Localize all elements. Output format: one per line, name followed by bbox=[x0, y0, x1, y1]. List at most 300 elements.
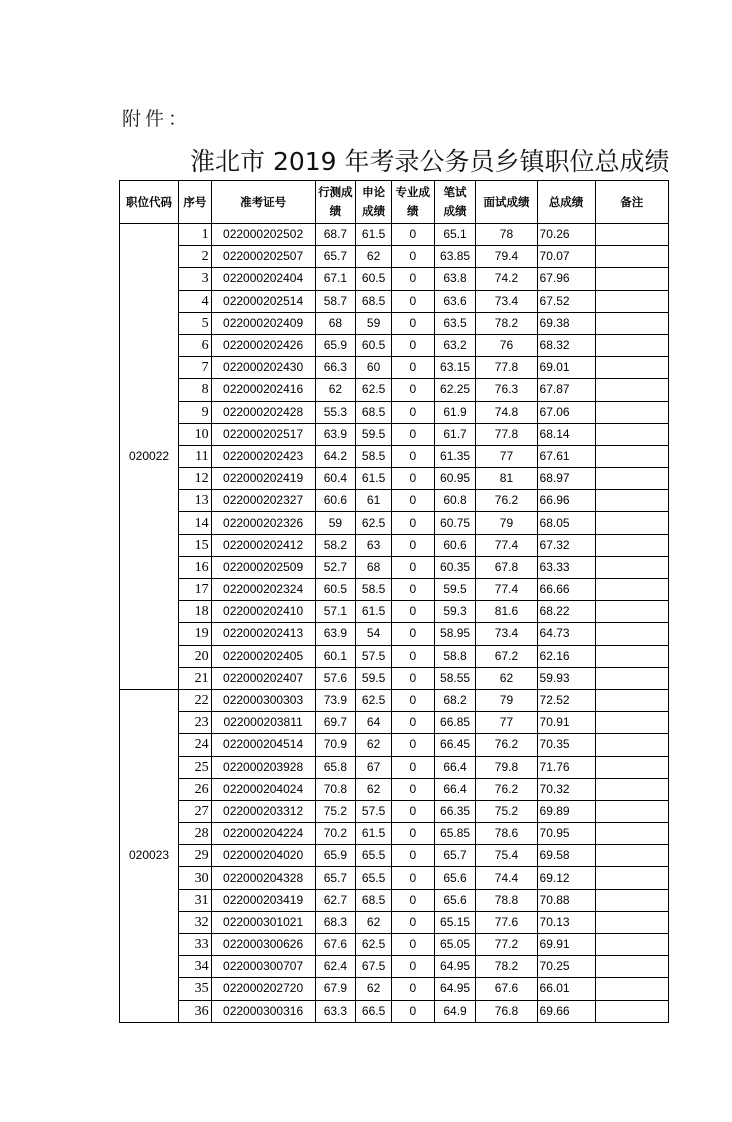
bishi-cell: 63.15 bbox=[434, 357, 476, 379]
position-code-cell: 020023 bbox=[120, 689, 179, 1022]
zhuanye-cell: 0 bbox=[391, 734, 434, 756]
xingce-cell: 67.1 bbox=[315, 268, 356, 290]
bishi-cell: 58.95 bbox=[434, 623, 476, 645]
table-row bbox=[120, 312, 669, 334]
bishi-cell: 63.85 bbox=[434, 246, 476, 268]
interview-cell: 77.4 bbox=[476, 534, 537, 556]
seq-cell: 11 bbox=[179, 445, 212, 467]
total-cell: 70.91 bbox=[537, 712, 595, 734]
ticket-cell: 022000204024 bbox=[211, 778, 315, 800]
shenlun-cell: 68.5 bbox=[356, 290, 392, 312]
bishi-cell: 66.85 bbox=[434, 712, 476, 734]
zhuanye-cell: 0 bbox=[391, 778, 434, 800]
header-bishi-line1: 笔试 bbox=[443, 185, 467, 199]
xingce-cell: 65.9 bbox=[315, 334, 356, 356]
remark-cell bbox=[595, 845, 668, 867]
remark-cell bbox=[595, 357, 668, 379]
table-row bbox=[120, 623, 669, 645]
remark-cell bbox=[595, 645, 668, 667]
table-row bbox=[120, 534, 669, 556]
shenlun-cell: 67.5 bbox=[356, 956, 392, 978]
xingce-cell: 63.9 bbox=[315, 623, 356, 645]
table-row bbox=[120, 379, 669, 401]
interview-cell: 77.4 bbox=[476, 579, 537, 601]
total-cell: 71.76 bbox=[537, 756, 595, 778]
xingce-cell: 68 bbox=[315, 312, 356, 334]
total-cell: 70.32 bbox=[537, 778, 595, 800]
zhuanye-cell: 0 bbox=[391, 556, 434, 578]
header-xingce-line1: 行测成 bbox=[318, 185, 353, 199]
ticket-cell: 022000202423 bbox=[211, 445, 315, 467]
zhuanye-cell: 0 bbox=[391, 1000, 434, 1022]
seq-cell: 3 bbox=[179, 268, 212, 290]
shenlun-cell: 62.5 bbox=[356, 689, 392, 711]
remark-cell bbox=[595, 512, 668, 534]
shenlun-cell: 62 bbox=[356, 246, 392, 268]
interview-cell: 73.4 bbox=[476, 623, 537, 645]
zhuanye-cell: 0 bbox=[391, 978, 434, 1000]
table-row bbox=[120, 978, 669, 1000]
seq-cell: 19 bbox=[179, 623, 212, 645]
shenlun-cell: 62 bbox=[356, 978, 392, 1000]
ticket-cell: 022000202326 bbox=[211, 512, 315, 534]
remark-cell bbox=[595, 689, 668, 711]
xingce-cell: 62 bbox=[315, 379, 356, 401]
interview-cell: 77.6 bbox=[476, 911, 537, 933]
total-cell: 64.73 bbox=[537, 623, 595, 645]
seq-cell: 13 bbox=[179, 490, 212, 512]
table-row bbox=[120, 290, 669, 312]
seq-cell: 22 bbox=[179, 689, 212, 711]
bishi-cell: 62.25 bbox=[434, 379, 476, 401]
shenlun-cell: 59.5 bbox=[356, 667, 392, 689]
remark-cell bbox=[595, 445, 668, 467]
remark-cell bbox=[595, 468, 668, 490]
xingce-cell: 70.2 bbox=[315, 823, 356, 845]
header-xingce bbox=[315, 181, 356, 224]
interview-cell: 76.2 bbox=[476, 490, 537, 512]
shenlun-cell: 65.5 bbox=[356, 845, 392, 867]
table-row bbox=[120, 734, 669, 756]
zhuanye-cell: 0 bbox=[391, 667, 434, 689]
shenlun-cell: 62.5 bbox=[356, 512, 392, 534]
bishi-cell: 60.35 bbox=[434, 556, 476, 578]
total-cell: 69.12 bbox=[537, 867, 595, 889]
shenlun-cell: 62 bbox=[356, 911, 392, 933]
total-cell: 72.52 bbox=[537, 689, 595, 711]
total-cell: 67.61 bbox=[537, 445, 595, 467]
ticket-cell: 022000202324 bbox=[211, 579, 315, 601]
bishi-cell: 61.9 bbox=[434, 401, 476, 423]
bishi-cell: 61.7 bbox=[434, 423, 476, 445]
zhuanye-cell: 0 bbox=[391, 712, 434, 734]
interview-cell: 74.4 bbox=[476, 867, 537, 889]
total-cell: 69.38 bbox=[537, 312, 595, 334]
bishi-cell: 59.5 bbox=[434, 579, 476, 601]
ticket-cell: 022000300626 bbox=[211, 934, 315, 956]
xingce-cell: 55.3 bbox=[315, 401, 356, 423]
ticket-cell: 022000202507 bbox=[211, 246, 315, 268]
interview-cell: 78.8 bbox=[476, 889, 537, 911]
seq-cell: 29 bbox=[179, 845, 212, 867]
interview-cell: 78.2 bbox=[476, 312, 537, 334]
remark-cell bbox=[595, 712, 668, 734]
ticket-cell: 022000202428 bbox=[211, 401, 315, 423]
shenlun-cell: 63 bbox=[356, 534, 392, 556]
total-cell: 70.07 bbox=[537, 246, 595, 268]
remark-cell bbox=[595, 778, 668, 800]
table-row bbox=[120, 490, 669, 512]
shenlun-cell: 57.5 bbox=[356, 645, 392, 667]
header-bishi-line2: 成绩 bbox=[443, 204, 467, 218]
seq-cell: 34 bbox=[179, 956, 212, 978]
remark-cell bbox=[595, 978, 668, 1000]
zhuanye-cell: 0 bbox=[391, 756, 434, 778]
total-cell: 69.91 bbox=[537, 934, 595, 956]
seq-cell: 12 bbox=[179, 468, 212, 490]
seq-cell: 32 bbox=[179, 911, 212, 933]
zhuanye-cell: 0 bbox=[391, 579, 434, 601]
shenlun-cell: 64 bbox=[356, 712, 392, 734]
xingce-cell: 59 bbox=[315, 512, 356, 534]
table-row bbox=[120, 401, 669, 423]
ticket-cell: 022000204514 bbox=[211, 734, 315, 756]
seq-cell: 18 bbox=[179, 601, 212, 623]
interview-cell: 78 bbox=[476, 224, 537, 246]
remark-cell bbox=[595, 934, 668, 956]
total-cell: 70.95 bbox=[537, 823, 595, 845]
table-row bbox=[120, 778, 669, 800]
zhuanye-cell: 0 bbox=[391, 889, 434, 911]
bishi-cell: 63.2 bbox=[434, 334, 476, 356]
xingce-cell: 57.6 bbox=[315, 667, 356, 689]
bishi-cell: 64.95 bbox=[434, 956, 476, 978]
seq-cell: 15 bbox=[179, 534, 212, 556]
bishi-cell: 60.6 bbox=[434, 534, 476, 556]
table-row bbox=[120, 468, 669, 490]
remark-cell bbox=[595, 756, 668, 778]
interview-cell: 77 bbox=[476, 445, 537, 467]
table-row bbox=[120, 889, 669, 911]
zhuanye-cell: 0 bbox=[391, 867, 434, 889]
shenlun-cell: 60.5 bbox=[356, 268, 392, 290]
bishi-cell: 63.5 bbox=[434, 312, 476, 334]
bishi-cell: 58.8 bbox=[434, 645, 476, 667]
total-cell: 66.66 bbox=[537, 579, 595, 601]
xingce-cell: 70.9 bbox=[315, 734, 356, 756]
xingce-cell: 63.3 bbox=[315, 1000, 356, 1022]
total-cell: 67.87 bbox=[537, 379, 595, 401]
interview-cell: 67.8 bbox=[476, 556, 537, 578]
seq-cell: 31 bbox=[179, 889, 212, 911]
interview-cell: 75.2 bbox=[476, 800, 537, 822]
xingce-cell: 60.6 bbox=[315, 490, 356, 512]
table-row bbox=[120, 689, 669, 711]
remark-cell bbox=[595, 423, 668, 445]
shenlun-cell: 62.5 bbox=[356, 934, 392, 956]
header-seq: 序号 bbox=[179, 181, 212, 224]
interview-cell: 77.2 bbox=[476, 934, 537, 956]
remark-cell bbox=[595, 490, 668, 512]
xingce-cell: 68.3 bbox=[315, 911, 356, 933]
seq-cell: 8 bbox=[179, 379, 212, 401]
xingce-cell: 62.4 bbox=[315, 956, 356, 978]
shenlun-cell: 59.5 bbox=[356, 423, 392, 445]
remark-cell bbox=[595, 911, 668, 933]
zhuanye-cell: 0 bbox=[391, 911, 434, 933]
shenlun-cell: 61 bbox=[356, 490, 392, 512]
shenlun-cell: 62 bbox=[356, 778, 392, 800]
table-row bbox=[120, 823, 669, 845]
ticket-cell: 022000202413 bbox=[211, 623, 315, 645]
xingce-cell: 67.6 bbox=[315, 934, 356, 956]
xingce-cell: 73.9 bbox=[315, 689, 356, 711]
bishi-cell: 59.3 bbox=[434, 601, 476, 623]
bishi-cell: 66.4 bbox=[434, 778, 476, 800]
interview-cell: 76.2 bbox=[476, 778, 537, 800]
ticket-cell: 022000203811 bbox=[211, 712, 315, 734]
total-cell: 69.89 bbox=[537, 800, 595, 822]
zhuanye-cell: 0 bbox=[391, 623, 434, 645]
zhuanye-cell: 0 bbox=[391, 445, 434, 467]
seq-cell: 5 bbox=[179, 312, 212, 334]
total-cell: 69.01 bbox=[537, 357, 595, 379]
interview-cell: 76.2 bbox=[476, 734, 537, 756]
total-cell: 66.01 bbox=[537, 978, 595, 1000]
total-cell: 68.05 bbox=[537, 512, 595, 534]
zhuanye-cell: 0 bbox=[391, 312, 434, 334]
shenlun-cell: 65.5 bbox=[356, 867, 392, 889]
table-row bbox=[120, 645, 669, 667]
interview-cell: 74.8 bbox=[476, 401, 537, 423]
zhuanye-cell: 0 bbox=[391, 512, 434, 534]
zhuanye-cell: 0 bbox=[391, 490, 434, 512]
ticket-cell: 022000301021 bbox=[211, 911, 315, 933]
shenlun-cell: 61.5 bbox=[356, 468, 392, 490]
interview-cell: 78.6 bbox=[476, 823, 537, 845]
ticket-cell: 022000202404 bbox=[211, 268, 315, 290]
shenlun-cell: 62.5 bbox=[356, 379, 392, 401]
ticket-cell: 022000203928 bbox=[211, 756, 315, 778]
table-row bbox=[120, 268, 669, 290]
xingce-cell: 70.8 bbox=[315, 778, 356, 800]
xingce-cell: 64.2 bbox=[315, 445, 356, 467]
total-cell: 63.33 bbox=[537, 556, 595, 578]
table-row bbox=[120, 756, 669, 778]
bishi-cell: 65.15 bbox=[434, 911, 476, 933]
shenlun-cell: 54 bbox=[356, 623, 392, 645]
table-row bbox=[120, 712, 669, 734]
total-cell: 66.96 bbox=[537, 490, 595, 512]
zhuanye-cell: 0 bbox=[391, 845, 434, 867]
remark-cell bbox=[595, 379, 668, 401]
remark-cell bbox=[595, 601, 668, 623]
shenlun-cell: 61.5 bbox=[356, 601, 392, 623]
xingce-cell: 67.9 bbox=[315, 978, 356, 1000]
ticket-cell: 022000204328 bbox=[211, 867, 315, 889]
ticket-cell: 022000202720 bbox=[211, 978, 315, 1000]
ticket-cell: 022000202509 bbox=[211, 556, 315, 578]
seq-cell: 14 bbox=[179, 512, 212, 534]
xingce-cell: 63.9 bbox=[315, 423, 356, 445]
ticket-cell: 022000202517 bbox=[211, 423, 315, 445]
ticket-cell: 022000202409 bbox=[211, 312, 315, 334]
bishi-cell: 60.75 bbox=[434, 512, 476, 534]
header-zhuanye bbox=[391, 181, 434, 224]
zhuanye-cell: 0 bbox=[391, 956, 434, 978]
xingce-cell: 65.8 bbox=[315, 756, 356, 778]
interview-cell: 81 bbox=[476, 468, 537, 490]
bishi-cell: 65.7 bbox=[434, 845, 476, 867]
zhuanye-cell: 0 bbox=[391, 357, 434, 379]
shenlun-cell: 67 bbox=[356, 756, 392, 778]
ticket-cell: 022000202410 bbox=[211, 601, 315, 623]
remark-cell bbox=[595, 290, 668, 312]
table-row bbox=[120, 357, 669, 379]
interview-cell: 67.2 bbox=[476, 645, 537, 667]
remark-cell bbox=[595, 334, 668, 356]
total-cell: 70.26 bbox=[537, 224, 595, 246]
interview-cell: 76 bbox=[476, 334, 537, 356]
table-row bbox=[120, 445, 669, 467]
zhuanye-cell: 0 bbox=[391, 645, 434, 667]
table-row bbox=[120, 556, 669, 578]
ticket-cell: 022000202412 bbox=[211, 534, 315, 556]
zhuanye-cell: 0 bbox=[391, 224, 434, 246]
shenlun-cell: 60 bbox=[356, 357, 392, 379]
interview-cell: 76.3 bbox=[476, 379, 537, 401]
interview-cell: 74.2 bbox=[476, 268, 537, 290]
xingce-cell: 66.3 bbox=[315, 357, 356, 379]
ticket-cell: 022000300316 bbox=[211, 1000, 315, 1022]
remark-cell bbox=[595, 401, 668, 423]
zhuanye-cell: 0 bbox=[391, 423, 434, 445]
table-row bbox=[120, 334, 669, 356]
remark-cell bbox=[595, 312, 668, 334]
xingce-cell: 65.7 bbox=[315, 246, 356, 268]
table-row bbox=[120, 1000, 669, 1022]
xingce-cell: 75.2 bbox=[315, 800, 356, 822]
xingce-cell: 57.1 bbox=[315, 601, 356, 623]
bishi-cell: 65.6 bbox=[434, 889, 476, 911]
ticket-cell: 022000202430 bbox=[211, 357, 315, 379]
zhuanye-cell: 0 bbox=[391, 823, 434, 845]
zhuanye-cell: 0 bbox=[391, 800, 434, 822]
xingce-cell: 58.2 bbox=[315, 534, 356, 556]
xingce-cell: 68.7 bbox=[315, 224, 356, 246]
seq-cell: 25 bbox=[179, 756, 212, 778]
interview-cell: 79.8 bbox=[476, 756, 537, 778]
ticket-cell: 022000202327 bbox=[211, 490, 315, 512]
zhuanye-cell: 0 bbox=[391, 401, 434, 423]
xingce-cell: 58.7 bbox=[315, 290, 356, 312]
bishi-cell: 65.85 bbox=[434, 823, 476, 845]
ticket-cell: 022000202514 bbox=[211, 290, 315, 312]
remark-cell bbox=[595, 623, 668, 645]
remark-cell bbox=[595, 268, 668, 290]
table-body bbox=[120, 224, 669, 1023]
bishi-cell: 64.95 bbox=[434, 978, 476, 1000]
bishi-cell: 68.2 bbox=[434, 689, 476, 711]
seq-cell: 30 bbox=[179, 867, 212, 889]
ticket-cell: 022000204020 bbox=[211, 845, 315, 867]
header-interview: 面试成绩 bbox=[476, 181, 537, 224]
seq-cell: 17 bbox=[179, 579, 212, 601]
xingce-cell: 52.7 bbox=[315, 556, 356, 578]
table-row bbox=[120, 246, 669, 268]
xingce-cell: 69.7 bbox=[315, 712, 356, 734]
table-row bbox=[120, 579, 669, 601]
seq-cell: 23 bbox=[179, 712, 212, 734]
bishi-cell: 58.55 bbox=[434, 667, 476, 689]
ticket-cell: 022000202502 bbox=[211, 224, 315, 246]
bishi-cell: 60.8 bbox=[434, 490, 476, 512]
total-cell: 70.88 bbox=[537, 889, 595, 911]
ticket-cell: 022000300303 bbox=[211, 689, 315, 711]
remark-cell bbox=[595, 800, 668, 822]
seq-cell: 24 bbox=[179, 734, 212, 756]
ticket-cell: 022000202426 bbox=[211, 334, 315, 356]
total-cell: 67.06 bbox=[537, 401, 595, 423]
interview-cell: 75.4 bbox=[476, 845, 537, 867]
interview-cell: 77 bbox=[476, 712, 537, 734]
seq-cell: 9 bbox=[179, 401, 212, 423]
table-row bbox=[120, 867, 669, 889]
position-code-cell: 020022 bbox=[120, 224, 179, 690]
total-cell: 68.22 bbox=[537, 601, 595, 623]
seq-cell: 26 bbox=[179, 778, 212, 800]
interview-cell: 67.6 bbox=[476, 978, 537, 1000]
header-total: 总成绩 bbox=[537, 181, 595, 224]
seq-cell: 16 bbox=[179, 556, 212, 578]
seq-cell: 2 bbox=[179, 246, 212, 268]
bishi-cell: 66.45 bbox=[434, 734, 476, 756]
seq-cell: 10 bbox=[179, 423, 212, 445]
remark-cell bbox=[595, 889, 668, 911]
zhuanye-cell: 0 bbox=[391, 689, 434, 711]
total-cell: 69.58 bbox=[537, 845, 595, 867]
seq-cell: 20 bbox=[179, 645, 212, 667]
ticket-cell: 022000300707 bbox=[211, 956, 315, 978]
score-table bbox=[119, 180, 669, 1023]
page-title: 淮北市 2019 年考录公务员乡镇职位总成绩 bbox=[190, 147, 670, 176]
total-cell: 68.97 bbox=[537, 468, 595, 490]
seq-cell: 6 bbox=[179, 334, 212, 356]
seq-cell: 7 bbox=[179, 357, 212, 379]
interview-cell: 77.8 bbox=[476, 357, 537, 379]
shenlun-cell: 62 bbox=[356, 734, 392, 756]
shenlun-cell: 68 bbox=[356, 556, 392, 578]
bishi-cell: 65.05 bbox=[434, 934, 476, 956]
zhuanye-cell: 0 bbox=[391, 468, 434, 490]
shenlun-cell: 59 bbox=[356, 312, 392, 334]
table-row bbox=[120, 845, 669, 867]
bishi-cell: 60.95 bbox=[434, 468, 476, 490]
table-row bbox=[120, 667, 669, 689]
remark-cell bbox=[595, 823, 668, 845]
interview-cell: 78.2 bbox=[476, 956, 537, 978]
total-cell: 68.32 bbox=[537, 334, 595, 356]
header-zhuanye-line2: 绩 bbox=[407, 204, 419, 218]
shenlun-cell: 68.5 bbox=[356, 889, 392, 911]
xingce-cell: 62.7 bbox=[315, 889, 356, 911]
header-bishi bbox=[434, 181, 476, 224]
ticket-cell: 022000202405 bbox=[211, 645, 315, 667]
remark-cell bbox=[595, 534, 668, 556]
total-cell: 69.66 bbox=[537, 1000, 595, 1022]
seq-cell: 1 bbox=[179, 224, 212, 246]
table-header-row bbox=[120, 181, 669, 224]
